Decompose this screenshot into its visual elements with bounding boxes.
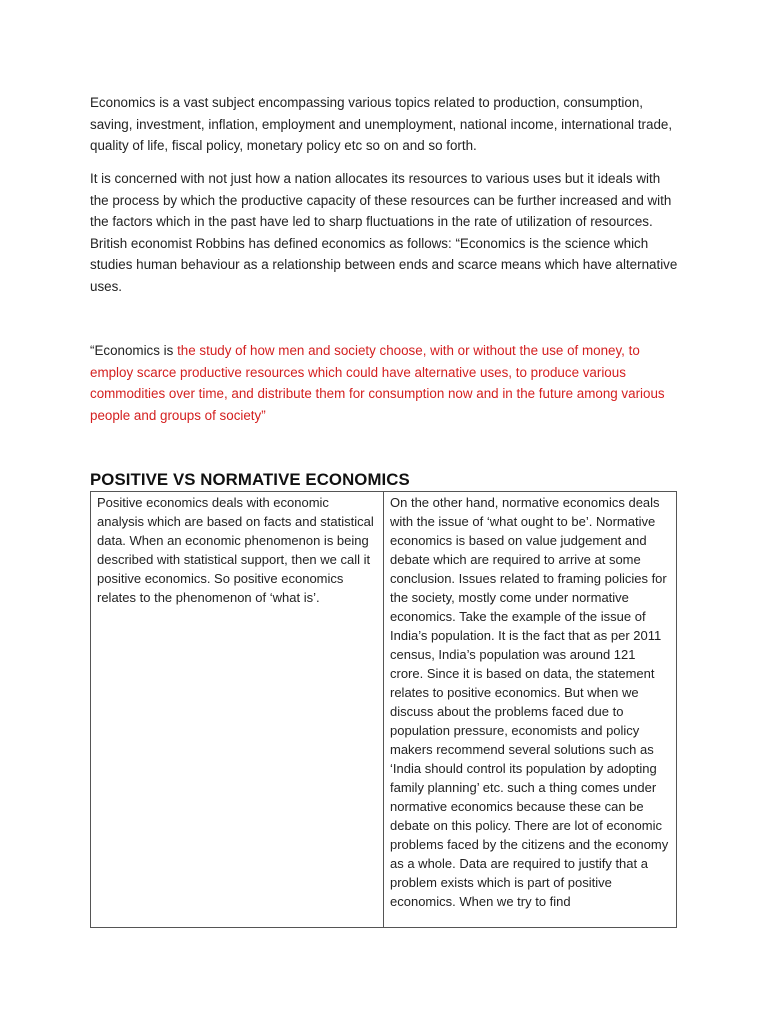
intro-paragraph: Economics is a vast subject encompassing various topics related to production, consumption, saving, investment, inflation, employment and unemployment, national income, international trade, quality of life, fiscal policy, monetary policy etc so on and so forth. (90, 95, 673, 154)
quote-highlight: the study of how men and society choose, with or without the use of money, to employ scarce productive resources which could have alternative uses, to produce various commodities over time, and distribute them for consumption now and in the future among various people and groups of society” (90, 343, 665, 423)
comparison-table (90, 491, 677, 928)
normative-economics-cell: On the other hand, normative economics deals with the issue of ‘what ought to be’. Normative economics is based on value judgement and debate which are required to arrive at some conclusion. Issues related to framing policies for the society, mostly come under normative economics. Take the example of the issue of India’s population. It is the fact that as per 2011 census, India’s population was around 121 crore. Since it is based on data, the statement relates to positive economics. But when we discuss about the problems faced due to population pressure, economists and policy makers recommend several solutions such as ‘India should control its population by adopting family planning’ etc. such a thing comes under normative economics because these can be debate on this policy. There are lot of economic problems faced by the citizens and the economy as a whole. Data are required to justify that a problem exists which is part of positive economics. When we try to find (390, 495, 669, 909)
quote-prefix: “Economics is (90, 343, 178, 358)
section-heading: POSITIVE VS NORMATIVE ECONOMICS (90, 470, 410, 489)
definition-quote (90, 340, 680, 426)
robbins-paragraph: It is concerned with not just how a nation allocates its resources to various uses but it ideals with the process by which the productive capacity of these resources can be further increased and with the factors which in the past have led to sharp fluctuations in the rate of utilization of resources. British economist Robbins has defined economics as follows: “Economics is the science which studies human behaviour as a relationship between ends and scarce means which have alternative uses. (90, 171, 678, 294)
positive-economics-cell: Positive economics deals with economic analysis which are based on facts and statistical data. When an economic phenomenon is being described with statistical support, then we call it positive economics. So positive economics relates to the phenomenon of ‘what is’. (91, 492, 384, 927)
